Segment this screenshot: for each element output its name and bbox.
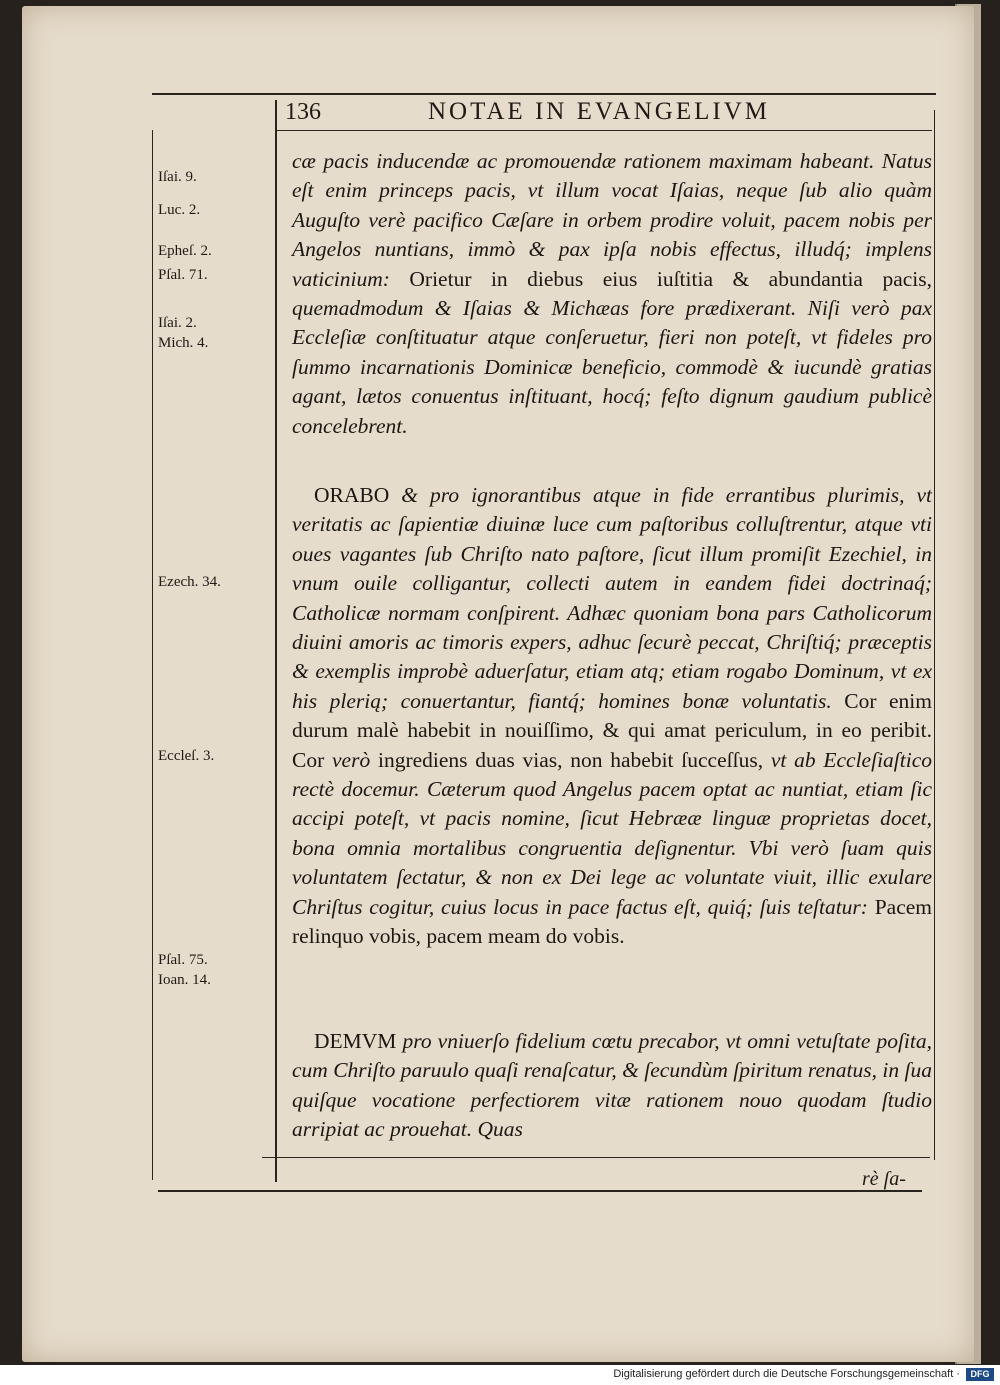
text-segment: Cor enim durum malè habebit in nouiſſimo, & qui amat periculum, in eo peribit. Cor [292, 688, 932, 772]
page-number: 136 [285, 99, 321, 125]
header-underline [276, 130, 932, 131]
funding-credit: Digitalisierung gefördert durch die Deutsche Forschungsgemeinschaft · [613, 1368, 960, 1380]
gutter-rule [275, 100, 277, 1182]
header-rule [152, 93, 936, 95]
text-bottom-rule [262, 1157, 930, 1158]
paragraph [292, 481, 932, 1001]
dfg-logo-icon: DFG [966, 1368, 994, 1381]
paragraph [292, 1027, 932, 1149]
running-title: NOTAE IN EVANGELIVM [428, 98, 770, 125]
text-segment: vt ab Eccleſiaſtico rectè docemur. Cæterum quod Angelus pacem optat ac nuntiat, etiam ſic accipi poteſt, vt pacis nomine, ſicut Hebrææ linguæ proprietas docet, bona omnia mortalibus congruentia deſignentur. Vbi verò ſuam quis voluntatem ſectatur, & non ex Dei lege ac voluntate viuit, illic exulare Chriſtus cogitur, cuius locus in pace factus eſt, quiq́; ſuis teſtatur: [292, 747, 933, 919]
catchword: rè ſa- [862, 1168, 906, 1190]
text-frame-right [934, 110, 935, 1160]
margin-note: Epheſ. 2. [158, 243, 212, 259]
margin-note: Ezech. 34. [158, 574, 221, 590]
text-segment: quemadmodum & Iſaias & Michæas fore prædixerant. Niſi verò pax Eccleſiæ conſtituatur atque conſeruetur, fieri non poteſt, vt fideles pro ſummo incarnationis Dominicæ beneficio, commodè & iucundè gratias agant, lætos conuentus inſtituant, hocq́; feſto dignum gaudium publicè concelebrent. [292, 296, 932, 438]
paragraph [292, 147, 932, 467]
digitization-footer [0, 1365, 1000, 1385]
text-segment: ingrediens duas vias, non habebit ſucceſſus, [377, 747, 771, 772]
text-segment: Orietur in diebus eius iuſtitia & abundantia pacis, [409, 266, 932, 291]
text-segment: cæ pacis inducendæ ac promouendæ rationem maximam habeant. Natus eſt enim princeps pacis, vt illum vocat Iſaias, neque ſub alio quàm Auguſto verè pacifico Cæſare in orbem prodire voluit, pacem nobis per Angelos nuntians, immò & pax ipſa nobis effectus, illudq́; implens vaticinium: [292, 149, 932, 291]
text-segment: & pro ignorantibus atque in fide errantibus plurimis, vt veritatis ac ſapientiæ diuinæ luce cum paſtoribus colluſtrentur, atque vti oues vagantes ſub Chriſto nato paſtore, ſicut illum promiſit Ezechiel, in vnum ouile colligantur, collecti autem in eandem fidei doctrinaq́; Catholicæ normam conſpirent. Adhæc quoniam bona pars Catholicorum diuini amoris ac timoris expers, adhuc ſecurè peccat, Chriſtiq́; præceptis & exemplis improbè aduerſatur, etiam atq; etiam rogabo Dominum, vt ex his plerią; conuertantur, fiantq́; homines bonæ voluntatis. [292, 483, 932, 713]
text-segment: DEMVM [314, 1029, 403, 1053]
margin-note: Pſal. 71. [158, 267, 208, 283]
margin-note: Iſai. 2. [158, 315, 197, 331]
text-segment: ORABO [314, 483, 402, 507]
margin-note: Pſal. 75. [158, 952, 208, 968]
margin-note: Ioan. 14. [158, 972, 211, 988]
margin-note: Luc. 2. [158, 202, 201, 218]
footer-rule [158, 1190, 922, 1192]
margin-note: Iſai. 9. [158, 169, 197, 185]
text-segment: Pacem relinquo vobis, pacem meam do vobis. [292, 894, 932, 949]
text-segment: verò [332, 747, 378, 772]
margin-note: Mich. 4. [158, 335, 209, 351]
margin-rule-left [152, 130, 153, 1180]
margin-note: Eccleſ. 3. [158, 748, 215, 764]
text-segment: pro vniuerſo fidelium cœtu precabor, vt omni vetuſtate poſita, cum Chriſto paruulo quaſi renaſcatur, & ſecundùm ſpiritum renatus, in ſua quiſque vocatione perfectiorem vitæ rationem nouo quodam ſtudio arripiat ac prouehat. Quas [292, 1029, 932, 1142]
